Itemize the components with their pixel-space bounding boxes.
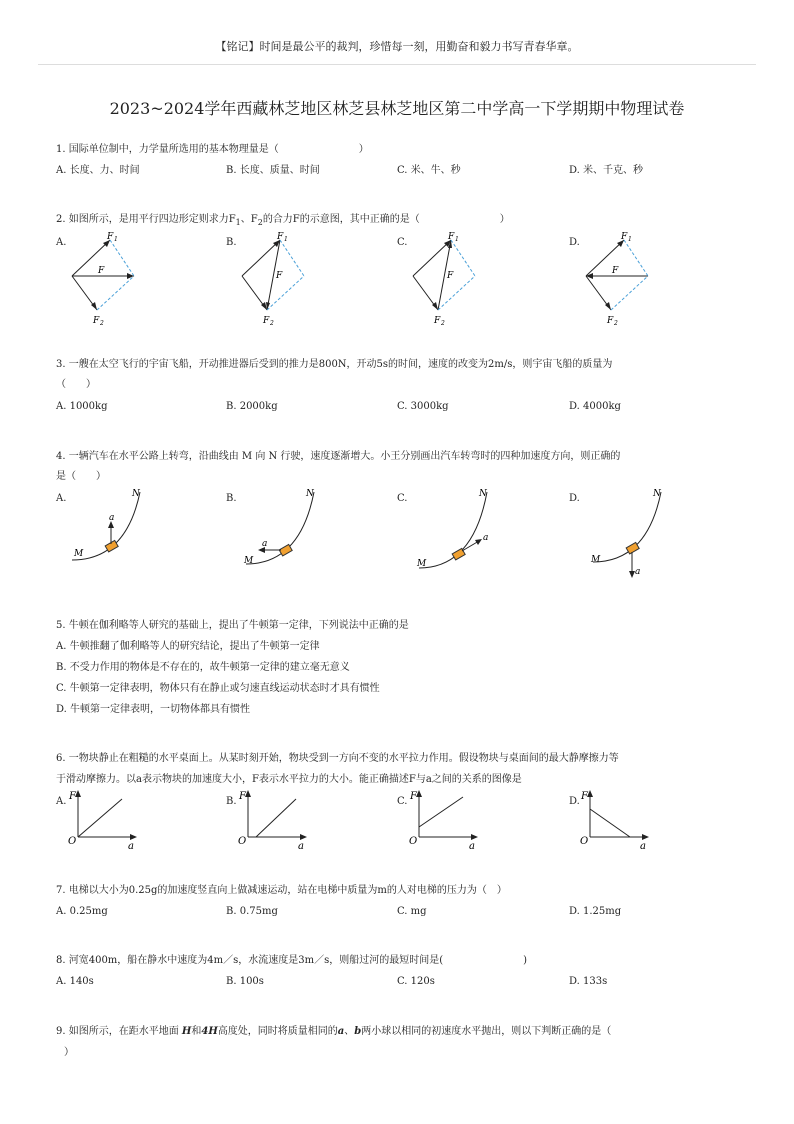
- q8-option-d: D. 133s: [569, 976, 608, 987]
- q1-option-b: B. 长度、质量、时间: [226, 165, 320, 176]
- svg-text:F: F: [621, 232, 628, 242]
- q6-label-d: D.: [569, 796, 580, 807]
- q2-figure-a: [60, 228, 150, 328]
- q5-option-d: D. 牛顿第一定律表明，一切物体都具有惯性: [56, 704, 251, 715]
- svg-text:F: F: [448, 232, 455, 242]
- q4-figure-c: [413, 484, 513, 574]
- q1-stem: 1. 国际单位制中，力学量所选用的基本物理量是（ ）: [56, 144, 369, 155]
- svg-text:F: F: [93, 316, 100, 326]
- svg-text:O: O: [238, 836, 247, 847]
- q7-option-c: C. mg: [397, 906, 427, 917]
- svg-text:2: 2: [270, 320, 274, 327]
- svg-text:a: a: [635, 567, 641, 577]
- q6-figure-d: [578, 787, 658, 853]
- svg-text:F: F: [239, 791, 246, 802]
- q4-label-d: D.: [569, 493, 580, 504]
- q8-option-a: A. 140s: [56, 976, 94, 987]
- svg-text:F: F: [98, 266, 105, 276]
- q6-label-a: A.: [56, 796, 67, 807]
- svg-text:a: a: [128, 841, 134, 852]
- svg-text:1: 1: [114, 236, 118, 243]
- svg-text:O: O: [580, 836, 589, 847]
- q1-option-d: D. 米、千克、秒: [569, 165, 644, 176]
- q2-label-d: D.: [569, 237, 580, 248]
- svg-text:F: F: [607, 316, 614, 326]
- q3-option-b: B. 2000kg: [226, 401, 278, 412]
- q1-option-c: C. 米、牛、秒: [397, 165, 461, 176]
- svg-text:M: M: [74, 549, 84, 559]
- svg-text:F: F: [277, 232, 284, 242]
- q6-figure-c: [407, 787, 487, 853]
- q4-label-a: A.: [56, 493, 67, 504]
- svg-text:F: F: [410, 791, 417, 802]
- svg-text:1: 1: [455, 236, 459, 243]
- svg-text:F: F: [276, 271, 283, 281]
- svg-text:M: M: [417, 559, 427, 569]
- svg-text:M: M: [591, 555, 601, 565]
- q1-option-a: A. 长度、力、时间: [56, 165, 140, 176]
- q2-figure-b: [230, 228, 320, 328]
- q3-stem: 3. 一艘在太空飞行的宇宙飞船，开动推进器后受到的推力是800N，开动5s的时间，速度的改变为2m/s，则宇宙飞船的质量为: [56, 359, 613, 370]
- q4-label-b: B.: [226, 493, 237, 504]
- q6-stem-cont: 于滑动摩擦力。以a表示物块的加速度大小，F表示水平拉力的大小。能正确描述F与a之间的关系的图像是: [56, 774, 522, 785]
- q7-option-a: A. 0.25mg: [56, 906, 108, 917]
- q5-option-a: A. 牛顿推翻了伽利略等人的研究结论，提出了牛顿第一定律: [56, 641, 320, 652]
- q3-option-c: C. 3000kg: [397, 401, 449, 412]
- svg-text:N: N: [479, 489, 487, 499]
- q4-figure-d: [587, 484, 687, 584]
- svg-text:N: N: [132, 489, 140, 499]
- svg-text:F: F: [69, 791, 76, 802]
- q8-option-c: C. 120s: [397, 976, 435, 987]
- q3-option-a: A. 1000kg: [56, 401, 108, 412]
- svg-text:a: a: [469, 841, 475, 852]
- svg-text:a: a: [262, 539, 268, 549]
- q5-option-b: B. 不受力作用的物体是不存在的，故牛顿第一定律的建立毫无意义: [56, 662, 350, 673]
- svg-text:1: 1: [284, 236, 288, 243]
- svg-text:a: a: [483, 533, 489, 543]
- q6-label-c: C.: [397, 796, 408, 807]
- q5-option-c: C. 牛顿第一定律表明，物体只有在静止或匀速直线运动状态时才具有惯性: [56, 683, 380, 694]
- q9-stem: 9. 如图所示，在距水平地面 H和4H高度处，同时将质量相同的a、b两小球以相同的初速度水平抛出，则以下判断正确的是（: [56, 1026, 612, 1037]
- svg-text:F: F: [612, 266, 619, 276]
- q7-stem: 7. 电梯以大小为0.25g的加速度竖直向上做减速运动，站在电梯中质量为m的人对电梯的压力为（ ）: [56, 885, 507, 896]
- svg-text:O: O: [409, 836, 418, 847]
- q2-label-b: B.: [226, 237, 237, 248]
- q8-option-b: B. 100s: [226, 976, 264, 987]
- q9-stem-cont: ）: [64, 1047, 74, 1058]
- svg-text:2: 2: [614, 320, 618, 327]
- q7-option-d: D. 1.25mg: [569, 906, 622, 917]
- svg-text:a: a: [640, 841, 646, 852]
- svg-text:F: F: [434, 316, 441, 326]
- q4-label-c: C.: [397, 493, 408, 504]
- page-title: 2023~2024学年西藏林芝地区林芝县林芝地区第二中学高一下学期期中物理试卷: [109, 99, 685, 118]
- svg-text:N: N: [306, 489, 314, 499]
- q8-stem: 8. 河宽400m，船在静水中速度为4m／s，水流速度是3m／s，则船过河的最短时间是( ): [56, 955, 528, 966]
- svg-text:F: F: [263, 316, 270, 326]
- q3-option-d: D. 4000kg: [569, 401, 621, 412]
- q2-label-c: C.: [397, 237, 408, 248]
- svg-text:O: O: [68, 836, 77, 847]
- svg-text:a: a: [298, 841, 304, 852]
- svg-text:2: 2: [441, 320, 445, 327]
- svg-text:1: 1: [628, 236, 632, 243]
- svg-text:F: F: [581, 791, 588, 802]
- q2-figure-d: [574, 228, 664, 328]
- q4-figure-b: [240, 484, 340, 574]
- q3-stem-cont: （ ）: [56, 379, 96, 390]
- q5-stem: 5. 牛顿在伽利略等人研究的基础上，提出了牛顿第一定律，下列说法中正确的是: [56, 620, 409, 631]
- q6-stem: 6. 一物块静止在粗糙的水平桌面上。从某时刻开始，物块受到一方向不变的水平拉力作用。假设物块与桌面间的最大静摩擦力等: [56, 753, 619, 764]
- svg-text:a: a: [109, 513, 115, 523]
- q4-stem-cont: 是（ ）: [56, 471, 106, 482]
- q2-stem: 2. 如图所示，是用平行四边形定则求力$F_1$、$F_2$的合力F的示意图，其中正确的是（ ）: [56, 214, 510, 227]
- q4-figure-a: [66, 484, 166, 574]
- svg-text:N: N: [653, 489, 661, 499]
- svg-text:F: F: [107, 232, 114, 242]
- svg-text:2: 2: [100, 320, 104, 327]
- motto-banner: 【铭记】时间是最公平的裁判，珍惜每一刻，用勤奋和毅力书写青春华章。: [215, 40, 579, 53]
- q2-figure-c: [401, 228, 491, 328]
- q6-figure-a: [66, 787, 146, 853]
- q6-figure-b: [236, 787, 316, 853]
- header-divider: [38, 64, 756, 65]
- q6-label-b: B.: [226, 796, 237, 807]
- svg-text:M: M: [244, 556, 254, 566]
- q2-label-a: A.: [56, 237, 67, 248]
- svg-text:F: F: [447, 271, 454, 281]
- q4-stem: 4. 一辆汽车在水平公路上转弯，沿曲线由 M 向 N 行驶，速度逐渐增大。小王分别画出汽车转弯时的四种加速度方向，则正确的: [56, 451, 621, 462]
- q7-option-b: B. 0.75mg: [226, 906, 278, 917]
